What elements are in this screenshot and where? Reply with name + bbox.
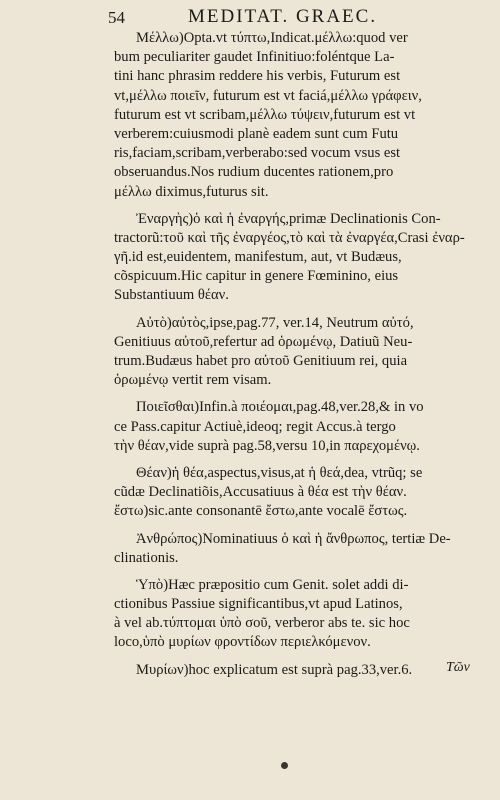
- text-line: loco,ὑπὸ μυρίων φροντίδων περιελκόμενον.: [114, 634, 371, 651]
- text-line: vt,μέλλω ποιεῖν, futurum est vt faciá,μέλλω γράφειν,: [114, 87, 422, 104]
- ornament-dot: [281, 762, 288, 769]
- text-line: tractorũ:τοῦ καὶ τῆς ἐναργέος,τὸ καὶ τὰ ἐναργέα,Crasi ἐναρ-: [114, 229, 465, 246]
- text-line: Substantiuum θέαν.: [114, 287, 229, 304]
- paragraph-gap: [114, 306, 484, 314]
- paragraph-gap: [114, 653, 484, 661]
- text-line: ctionibus Passiue significantibus,vt apud Latinos,: [114, 596, 403, 613]
- paragraph-first-line: Θέαν)ἡ θέα,aspectus,visus,at ἡ θεά,dea, vtrũq; se: [136, 464, 423, 481]
- paragraph-gap: [114, 390, 484, 398]
- paragraph-first-line: Αὐτὸ)αὐτὸς,ipse,pag.77, ver.14, Neutrum αὐτό,: [136, 314, 414, 331]
- text-line: cũdæ Declinatiõis,Accusatiuus à θέα est τὴν θέαν.: [114, 484, 407, 501]
- text-line: ἔστω)sic.ante consonantē ἔστω,ante vocalē ἔστως.: [114, 503, 408, 520]
- text-line: cõspicuum.Hic capitur in genere Fœminino, eius: [114, 268, 399, 285]
- paragraph-gap: [114, 568, 484, 576]
- text-line: ris,faciam,scribam,verberabo:sed vocum vsus est: [114, 145, 401, 162]
- paragraph-first-line: Ἀνθρώπος)Nominatiuus ὁ καὶ ἡ ἄνθρωπος, tertiæ De-: [136, 530, 451, 547]
- text-line: tini hanc phrasim reddere his verbis, Futurum est: [114, 68, 401, 85]
- text-line: à vel ab.τύπτομαι ὑπὸ σοῦ, verberor abs te. sic hoc: [114, 615, 410, 632]
- page-number: 54: [108, 8, 125, 27]
- text-line: τὴν θέαν,vide suprà pag.58,versu 10,in παρεχομένῳ.: [114, 437, 420, 454]
- text-line: γῆ.id est,euidentem, manifestum, aut, vt Budæus,: [114, 249, 402, 266]
- paragraph-first-line: Ποιεῖσθαι)Infin.à ποιέομαι,pag.48,ver.28,& in vo: [136, 399, 424, 416]
- text-line: ce Pass.capitur Actiuè,ideoq; regit Accus.à tergo: [114, 418, 396, 435]
- paragraph-first-line: Μέλλω)Opta.vt τύπτω,Indicat.μέλλω:quod ver: [136, 30, 408, 46]
- text-line: Genitiuus αὐτοῦ,refertur ad ὁρωμένῳ, Datiuũ Neu-: [114, 333, 413, 350]
- body-text: [114, 29, 484, 680]
- text-line: bum peculiariter gaudet Infinitiuo:foléntque La-: [114, 49, 395, 66]
- text-line: verberem:cuiusmodi planè eadem sunt cum Futu: [114, 125, 399, 142]
- paragraph-first-line: Μυρίων)hoc explicatum est suprà pag.33,ver.6.: [136, 661, 413, 678]
- paragraph-gap: [114, 202, 484, 210]
- catchword: Τῶν: [446, 660, 470, 675]
- text-line: futurum est vt scribam,μέλλω τύψειν,futurum est vt: [114, 106, 416, 123]
- paragraph-gap: [114, 456, 484, 464]
- text-line: clinationis.: [114, 549, 179, 566]
- running-head: MEDITAT. GRAEC.: [188, 6, 378, 27]
- paragraph-first-line: Ἐναργὴς)ὁ καὶ ἡ ἐναργής,primæ Declinationis Con-: [136, 210, 441, 227]
- paragraph-first-line: Ὑπὸ)Hæc præpositio cum Genit. solet addi di-: [136, 576, 409, 593]
- text-line: ὁρωμένῳ vertit rem visam.: [114, 372, 272, 389]
- paragraph-gap: [114, 522, 484, 530]
- text-line: trum.Budæus habet pro αὐτοῦ Genitiuum rei, quia: [114, 353, 408, 369]
- text-line: μέλλω diximus,futurus sit.: [114, 183, 269, 200]
- text-line: obseruandus.Nos rudium ducentes rationem,pro: [114, 164, 394, 181]
